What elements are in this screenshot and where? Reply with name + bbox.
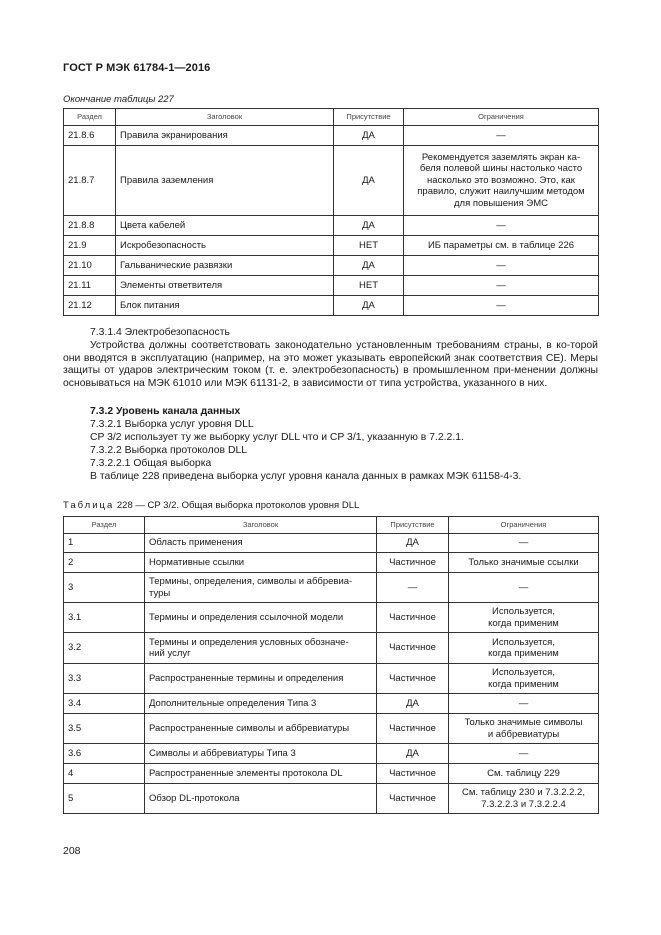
cell-restrictions: — [449, 534, 599, 553]
cell-restrictions: Используется, когда применим [449, 603, 599, 633]
column-header: Ограничения [404, 109, 599, 126]
cell-section: 3.6 [64, 744, 145, 764]
cell-title: Цвета кабелей [116, 216, 334, 236]
cell-presence: — [377, 573, 449, 603]
cell-section: 3.5 [64, 714, 145, 744]
cell-presence: ДА [377, 534, 449, 553]
table-227-caption: Окончание таблицы 227 [63, 94, 174, 105]
cell-title: Правила экранирования [116, 126, 334, 146]
table-227 [63, 108, 599, 316]
cell-presence: Частичное [377, 714, 449, 744]
cell-presence: НЕТ [334, 276, 404, 296]
cell-section: 3.3 [64, 664, 145, 694]
table-row [64, 764, 599, 784]
table-row [64, 216, 599, 236]
column-header: Ограничения [449, 517, 599, 534]
cell-restrictions: Рекомендуется заземлять экран ка- беля полевой шины настолько часто насколько это возможно. Это, как правило, служит наилучшим методом для повышения ЭМС [404, 146, 599, 216]
cell-title: Термины и определения ссылочной модели [145, 603, 377, 633]
cell-restrictions: Используется, когда применим [449, 664, 599, 694]
table-row [64, 694, 599, 714]
cell-title: Элементы ответвителя [116, 276, 334, 296]
cell-restrictions: Используется, когда применим [449, 633, 599, 664]
cell-restrictions: — [404, 276, 599, 296]
cell-title: Гальванические развязки [116, 256, 334, 276]
cell-section: 5 [64, 784, 145, 814]
cell-presence: ДА [377, 694, 449, 714]
cell-presence: ДА [377, 744, 449, 764]
cell-presence: Частичное [377, 553, 449, 573]
cell-title: Символы и аббревиатуры Типа 3 [145, 744, 377, 764]
cell-title: Правила заземления [116, 146, 334, 216]
column-header: Заголовок [116, 109, 334, 126]
cell-presence: ДА [334, 126, 404, 146]
cell-restrictions: — [449, 744, 599, 764]
caption-label: Таблица [63, 500, 115, 511]
table-header-row [64, 109, 599, 126]
cell-presence: ДА [334, 256, 404, 276]
cell-title: Искробезопасность [116, 236, 334, 256]
caption-text: 228 — CP 3/2. Общая выборка протоколов уровня DLL [116, 500, 360, 511]
table-row [64, 744, 599, 764]
cell-restrictions: — [404, 296, 599, 316]
table-228-caption [63, 500, 359, 511]
cell-presence: ДА [334, 216, 404, 236]
table-header-row [64, 517, 599, 534]
cell-section: 21.8.8 [64, 216, 116, 236]
table-row [64, 633, 599, 664]
cell-presence: Частичное [377, 764, 449, 784]
cell-restrictions: Только значимые символы и аббревиатуры [449, 714, 599, 744]
cell-title: Нормативные ссылки [145, 553, 377, 573]
cell-restrictions: — [449, 694, 599, 714]
page-number: 208 [63, 845, 81, 857]
cell-section: 21.9 [64, 236, 116, 256]
cell-title: Область применения [145, 534, 377, 553]
table-row [64, 146, 599, 216]
cell-section: 21.12 [64, 296, 116, 316]
cell-presence: Частичное [377, 633, 449, 664]
table-row [64, 664, 599, 694]
section-7-3-2-2-1: 7.3.2.2.1 Общая выборка [90, 458, 212, 469]
cell-presence: Частичное [377, 784, 449, 814]
paragraph-dll-services: CP 3/2 использует ту же выборку услуг DLL что и CP 3/1, указанную в 7.2.2.1. [90, 432, 464, 443]
column-header: Раздел [64, 109, 116, 126]
cell-section: 3.4 [64, 694, 145, 714]
cell-restrictions: См. таблицу 229 [449, 764, 599, 784]
cell-title: Обзор DL-протокола [145, 784, 377, 814]
cell-presence: ДА [334, 296, 404, 316]
table-row [64, 296, 599, 316]
cell-restrictions: — [449, 573, 599, 603]
cell-presence: ДА [334, 146, 404, 216]
document-header: ГОСТ Р МЭК 61784-1—2016 [63, 62, 211, 74]
table-row [64, 573, 599, 603]
column-header: Присутствие [334, 109, 404, 126]
cell-restrictions: См. таблицу 230 и 7.3.2.2.2, 7.3.2.2.3 и 7.3.2.2.4 [449, 784, 599, 814]
paragraph-table-228-intro: В таблице 228 приведена выборка услуг уровня канала данных в рамках МЭК 61158-4-3. [90, 471, 522, 482]
cell-title: Распространенные элементы протокола DL [145, 764, 377, 784]
table-row [64, 126, 599, 146]
section-7-3-1-4: 7.3.1.4 Электробезопасность [90, 327, 230, 338]
cell-restrictions: — [404, 256, 599, 276]
paragraph-electrical-safety: Устройства должны соответствовать законодательно установленным требованиям страны, в ко-торой они вводятся в эксплуатацию (например, на это может указывать европейский знак соответствия CE). Меры защиты от ударов электрическим током (т. е. электробезопасность) в промышленном при-менении должны основываться на МЭК 61010 или МЭК 61131-2, в зависимости от типа устройства, указанного в них. [63, 340, 598, 389]
column-header: Раздел [64, 517, 145, 534]
cell-section: 21.10 [64, 256, 116, 276]
table-row [64, 256, 599, 276]
cell-presence: Частичное [377, 664, 449, 694]
cell-title: Блок питания [116, 296, 334, 316]
cell-presence: НЕТ [334, 236, 404, 256]
cell-section: 4 [64, 764, 145, 784]
cell-title: Дополнительные определения Типа 3 [145, 694, 377, 714]
cell-section: 3.2 [64, 633, 145, 664]
cell-section: 3.1 [64, 603, 145, 633]
cell-section: 21.11 [64, 276, 116, 296]
table-row [64, 534, 599, 553]
section-7-3-2-2: 7.3.2.2 Выборка протоколов DLL [90, 445, 248, 456]
column-header: Заголовок [145, 517, 377, 534]
table-row [64, 276, 599, 296]
cell-restrictions: — [404, 216, 599, 236]
table-row [64, 236, 599, 256]
table-row [64, 714, 599, 744]
table-row [64, 603, 599, 633]
cell-restrictions: Только значимые ссылки [449, 553, 599, 573]
cell-section: 2 [64, 553, 145, 573]
table-228 [63, 516, 599, 814]
cell-section: 3 [64, 573, 145, 603]
cell-title: Распространенные термины и определения [145, 664, 377, 694]
cell-title: Распространенные символы и аббревиатуры [145, 714, 377, 744]
table-row [64, 784, 599, 814]
cell-section: 21.8.7 [64, 146, 116, 216]
cell-restrictions: — [404, 126, 599, 146]
section-7-3-2: 7.3.2 Уровень канала данных [90, 406, 241, 417]
cell-section: 1 [64, 534, 145, 553]
cell-restrictions: ИБ параметры см. в таблице 226 [404, 236, 599, 256]
cell-section: 21.8.6 [64, 126, 116, 146]
column-header: Присутствие [377, 517, 449, 534]
table-row [64, 553, 599, 573]
cell-presence: Частичное [377, 603, 449, 633]
cell-title: Термины и определения условных обозначе- ний услуг [145, 633, 377, 664]
cell-title: Термины, определения, символы и аббревиа- туры [145, 573, 377, 603]
section-7-3-2-1: 7.3.2.1 Выборка услуг уровня DLL [90, 419, 254, 430]
